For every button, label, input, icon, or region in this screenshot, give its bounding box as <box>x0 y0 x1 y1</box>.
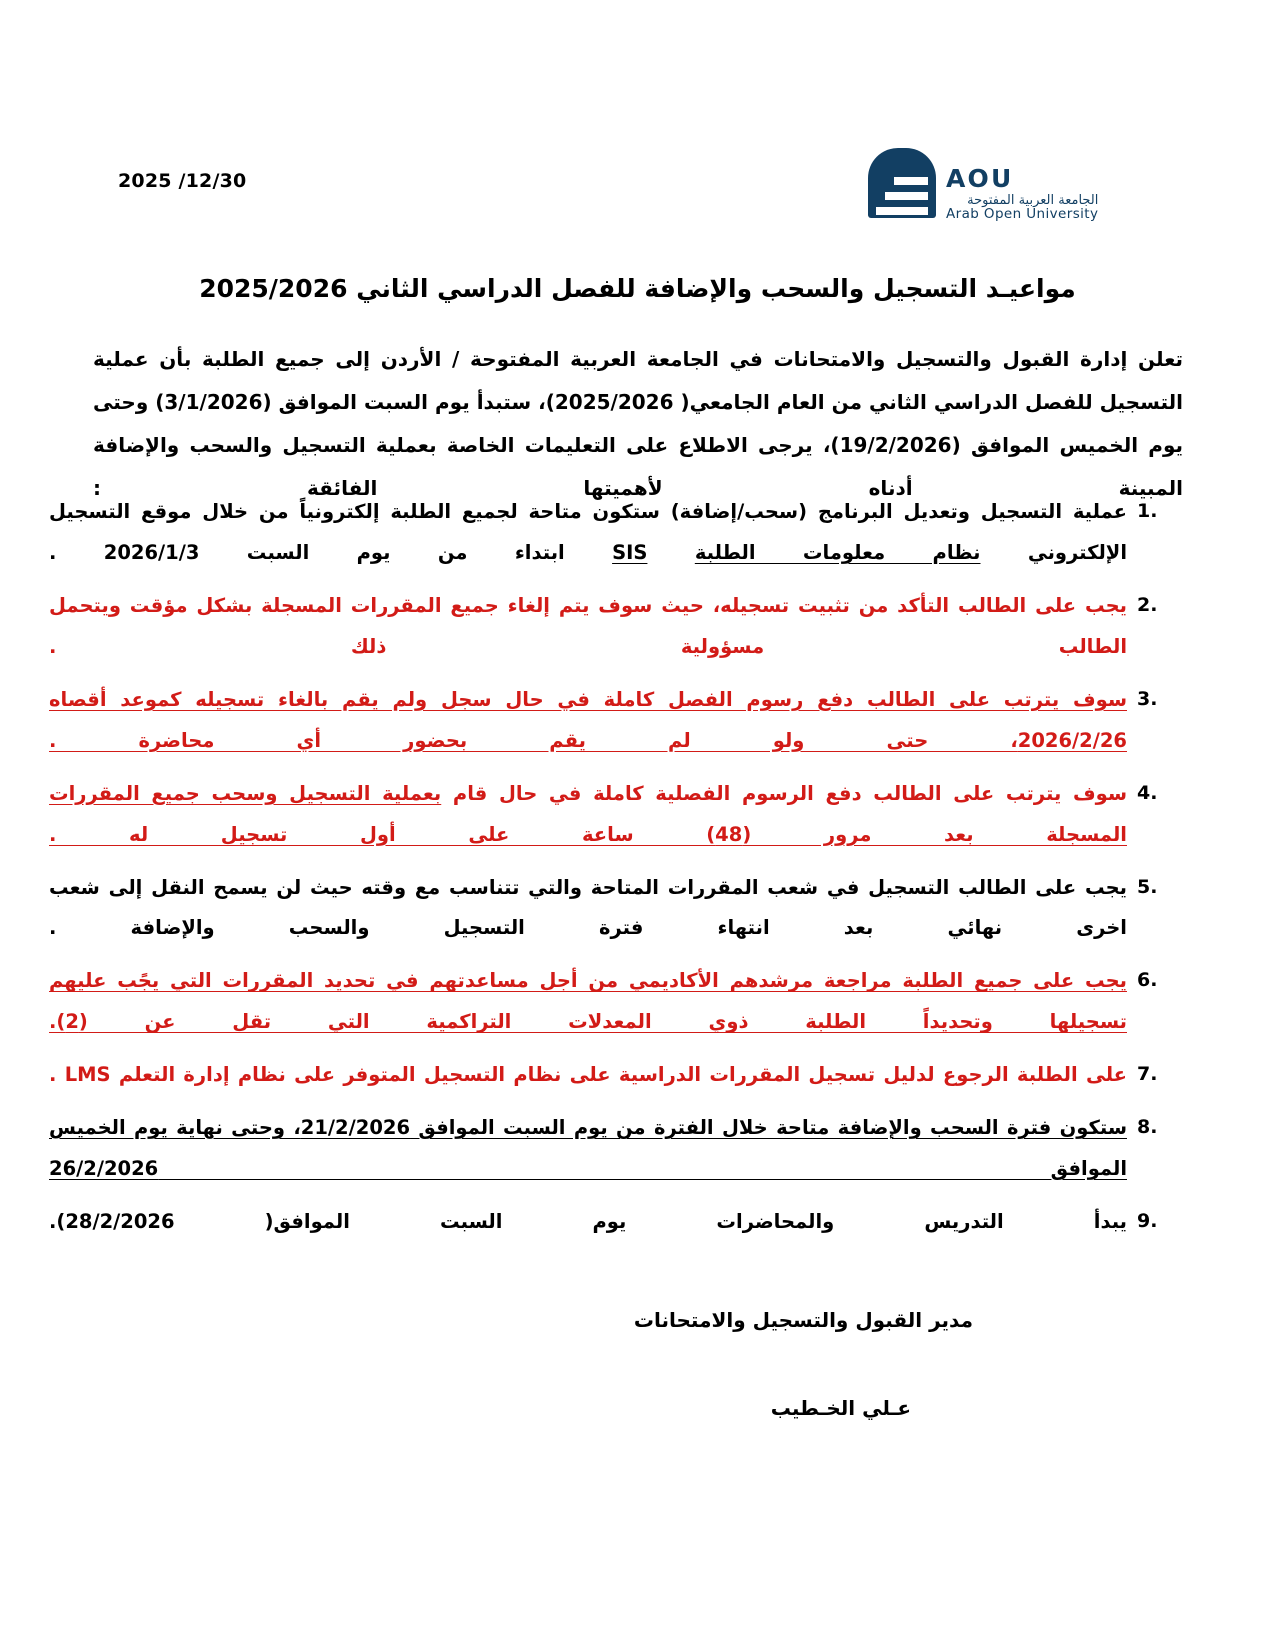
aou-logo-mark-icon <box>868 148 936 218</box>
document-header <box>0 148 1275 248</box>
instruction-item-1-part-1: عملية التسجيل وتعديل البرنامج (سحب/إضافة) ستكون متاحة لجميع الطلبة إلكترونياً من خلال موقع التسجيل الإلكتروني <box>49 500 1127 564</box>
logo-bar-3 <box>876 207 928 215</box>
aou-logo-text <box>946 148 1098 222</box>
instruction-item-5 <box>49 868 1127 950</box>
instruction-item-5-part-1: يجب على الطالب التسجيل في شعب المقررات المتاحة والتي تتناسب مع وقته حيث لن يسمح النقل إلى شعب اخرى نهائي بعد انتهاء فترة التسجيل والسحب والإضافة . <box>49 875 1127 940</box>
instruction-item-1-part-5: ابتداء من يوم السبت 2026/1/3 . <box>49 540 613 564</box>
aou-logo <box>868 148 1158 230</box>
logo-name-english: Arab Open University <box>946 205 1099 222</box>
page-title: مواعيـد التسجيل والسحب والإضافة للفصل الدراسي الثاني 2025/2026 <box>199 274 1076 303</box>
instruction-item-1-part-2: نظام معلومات الطلبة <box>694 540 981 564</box>
instruction-item-8-part-1: ستكون فترة السحب والإضافة متاحة خلال الفترة من يوم السبت الموافق 21/2/2026، وحتى نهاية يوم الخميس الموافق 26/2/2026 <box>49 1116 1127 1181</box>
document-date: 2025 /12/30 <box>118 170 247 192</box>
instruction-item-2-part-1: يجب على الطالب التأكد من تثبيت تسجيله، حيث سوف يتم إلغاء جميع المقررات المسجلة بشكل مؤقت ويتحمل الطالب مسؤولية ذلك . <box>49 593 1127 658</box>
instruction-item-6-part-1: يجب على جميع الطلبة مراجعة مرشدهم الأكاديمي من أجل مساعدتهم في تحديد المقررات التي يجًب عليهم تسجيلها وتحديداً الطلبة ذوي المعدلات التراكمية التي تقل عن (2). <box>49 969 1127 1034</box>
instruction-item-7 <box>49 1055 1127 1096</box>
signature-name: عـلي الخـطيب <box>770 1396 911 1420</box>
instruction-item-2 <box>49 586 1127 668</box>
instruction-item-1-part-3 <box>647 541 694 564</box>
logo-bar-2 <box>885 192 928 200</box>
instruction-item-7-part-1: على الطلبة الرجوع لدليل تسجيل المقررات الدراسية على نظام التسجيل المتوفر على نظام إدارة التعلم LMS . <box>49 1063 1127 1087</box>
instructions-list <box>49 492 1183 1255</box>
instruction-item-1 <box>49 492 1127 574</box>
signature-block <box>93 1300 1183 1428</box>
instruction-item-6 <box>49 961 1127 1043</box>
instruction-item-9-part-1: يبدأ التدريس والمحاضرات يوم السبت الموافق( 28/2/2026). <box>49 1210 1127 1234</box>
instruction-item-1-part-4: SIS <box>612 540 648 564</box>
logo-bar-1 <box>894 177 928 185</box>
logo-name-arabic: الجامعة العربية المفتوحة <box>967 192 1099 208</box>
instruction-item-4-part-2: بعملية التسجيل وسحب جميع المقررات المسجلة بعد مرور (48) ساعة على أول تسجيل له . <box>49 781 1127 846</box>
signature-role: مدير القبول والتسجيل والامتحانات <box>633 1308 973 1332</box>
intro-paragraph: تعلن إدارة القبول والتسجيل والامتحانات في الجامعة العربية المفتوحة / الأردن إلى جميع الطلبة بأن عملية التسجيل للفصل الدراسي الثاني من العام الجامعي( 2025/2026)، ستبدأ يوم السبت الموافق (3/1/2026) وحتى يوم الخميس الموافق (19/2/2026)، يرجى الاطلاع على التعليمات الخاصة بعملية التسجيل والسحب والإضافة المبينة أدناه لأهميتها الفائقة : <box>93 347 1183 500</box>
instruction-item-8 <box>49 1108 1127 1190</box>
instruction-item-3-part-1: سوف يترتب على الطالب دفع رسوم الفصل كاملة في حال سجل ولم يقم بالغاء تسجيله كموعد أقصاه 2026/2/26، حتى ولو لم يقم بحضور أي محاضرة . <box>49 687 1127 752</box>
instruction-item-9 <box>49 1202 1127 1243</box>
instruction-item-4-part-1: سوف يترتب على الطالب دفع الرسوم الفصلية كاملة في حال قام <box>441 781 1128 805</box>
logo-acronym: AOU <box>946 164 1014 193</box>
instruction-item-4 <box>49 774 1127 856</box>
instruction-item-3 <box>49 680 1127 762</box>
